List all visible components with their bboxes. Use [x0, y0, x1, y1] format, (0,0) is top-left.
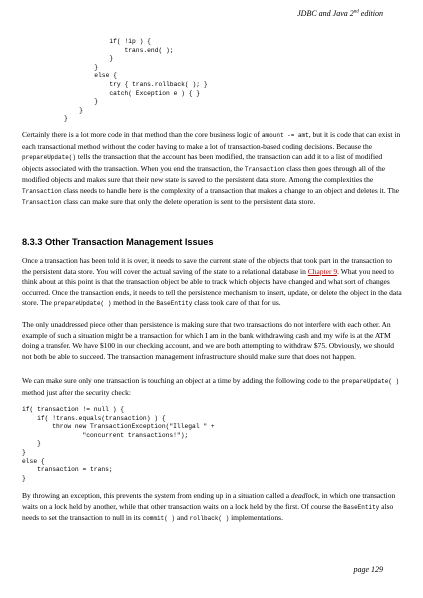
inline-code: rollback( ) [189, 515, 230, 522]
paragraph-4 [22, 376, 402, 398]
text: Certainly there is a lot more code in that method than the core business logic of [22, 130, 262, 139]
running-header [297, 9, 383, 18]
inline-code: BaseEntity [156, 300, 193, 307]
code-block-top: if( !ip ) { trans.end( ); } } else { try { trans.rollback( ); } catch( Exception e ) { } } } } [64, 38, 208, 123]
text: class then goes through all of the modified objects and makes sure that their new state is saved to the persistent data store. Among the complexities the [22, 163, 386, 184]
text: method just after the security check: [22, 387, 131, 397]
inline-code: BaseEntity [343, 503, 380, 511]
inline-code: commit( ) [142, 515, 176, 522]
text: . What you need to think about at this point is that the transaction object be able to track which objects have changed and what sort of changes occurred. Once the transaction ends, it needs to tell the persistence mechanism to insert, update, or delete the object in the data store. The [22, 266, 402, 307]
page-number: page 129 [353, 565, 383, 574]
text: also needs to set the transaction to null in its [22, 501, 394, 522]
text: By throwing an exception, this prevents the system from ending up in a situation called a [22, 491, 291, 500]
inline-code: prepareUpdate( ) [53, 300, 112, 307]
inline-code: prepareUpdate( ) [341, 378, 400, 385]
text: and [175, 513, 190, 522]
text: tells the transaction that the account has been modified, the transaction can add it to a list of modified objects associated with the transaction. When you end the transaction, the [22, 152, 383, 173]
paragraph-5 [22, 491, 402, 525]
text: Once a transaction has been told it is over, it needs to save the current state of the objects that took part in the transaction to the persistent data store. You will cover the actual saving of the state to a relational database in [22, 256, 393, 276]
paragraph-2 [22, 256, 402, 310]
inline-code: prepareUpdate() [22, 154, 77, 161]
text: , but it is code that can exist in each transactional method without the coder having to make a lot of transaction-based coding decisions. Because the [22, 130, 401, 151]
header-title: JDBC and Java 2 [297, 9, 354, 18]
text: class can make sure that only the delete operation is sent to the persistent data store. [61, 197, 316, 206]
section-heading: 8.3.3 Other Transaction Management Issues [22, 237, 214, 247]
header-sup: nd [353, 9, 359, 15]
text: , in which one transaction waits on a lock held by another, while that other transaction waits on a lock held by the first. Of course the [22, 491, 396, 511]
text: implementations. [229, 513, 283, 522]
code-block-mid: if( transaction != null ) { if( !trans.equals(transaction) ) { throw new TransactionException("Illegal " + "concurrent transactions!"); } } else { transaction = trans; } [22, 406, 215, 482]
header-suffix: edition [358, 9, 383, 18]
inline-code: Transaction [22, 199, 62, 206]
chapter-9-link[interactable]: Chapter 9 [307, 266, 338, 276]
text: method in the [111, 298, 157, 307]
text: We can make sure only one transaction is touching an object at a time by adding the following code to the [22, 376, 342, 385]
emphasis: deadlock [290, 491, 318, 500]
inline-code: Transaction [22, 187, 62, 195]
inline-code: Transaction [244, 165, 285, 173]
text: class needs to handle here is the complexity of a transaction that makes a change to an object and deletes it. The [61, 185, 400, 195]
paragraph-1 [22, 130, 402, 209]
inline-code: amount -= amt [261, 132, 309, 139]
text: class took care of that for us. [192, 298, 281, 307]
paragraph-3: The only unaddressed piece other than persistence is making sure that two transactions do not interfere with each other. An example of such a situation might be a transaction for which I am in the bank withdrawing cash and my wife is at the ATM doing a transfer. We have $100 in our checking account, and we are both attempting to withdraw $75. Obviously, we should not both be able to succeed. The transaction management infrastructure should make sure that does not happen. [22, 320, 395, 361]
